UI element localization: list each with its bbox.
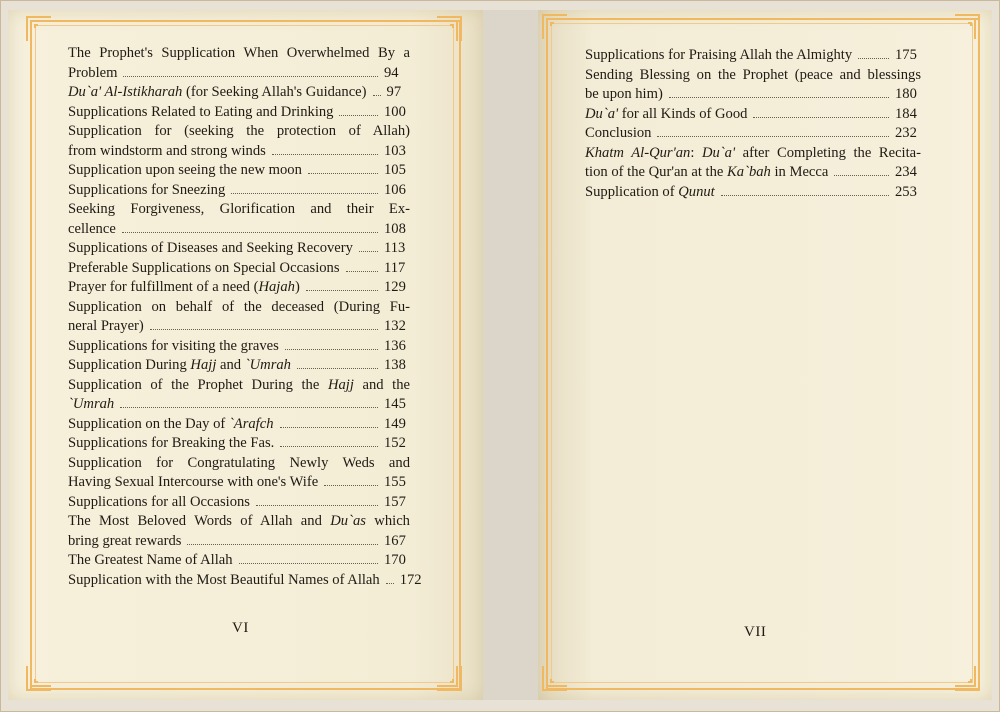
toc-entry-title: from windstorm and strong winds	[68, 142, 266, 159]
toc-entry-title: Supplication for (seeking the protection of Allah)	[68, 123, 410, 139]
toc-page-number: 138	[384, 357, 406, 373]
toc-page-number: 149	[384, 415, 406, 432]
dot-leader	[285, 348, 378, 350]
toc-entry[interactable]: Prayer for fulfillment of a need (Hajah) 129	[68, 278, 410, 298]
toc-page-number: 184	[895, 105, 917, 122]
toc-entry-title: Supplications for all Occasions	[68, 493, 250, 510]
toc-page-number: 97	[386, 84, 402, 100]
toc-page-number: 232	[895, 125, 917, 141]
toc-page-number: 157	[384, 493, 406, 510]
toc-entry-title: bring great rewards	[68, 532, 182, 549]
toc-entry-title: The Prophet's Supplication When Overwhelmed By a	[68, 45, 410, 61]
toc-page-number: 136	[384, 337, 406, 354]
dot-leader	[657, 135, 889, 137]
dot-leader	[339, 114, 378, 116]
toc-page-number: 105	[384, 162, 406, 178]
toc-entry-title: Supplication for Congratulating Newly Weds and	[68, 454, 410, 471]
dot-leader	[324, 484, 378, 486]
dot-leader	[120, 406, 378, 408]
toc-page-number: 132	[384, 318, 406, 334]
toc-entry[interactable]: Du`a' Al-Istikharah (for Seeking Allah's Guidance) 97	[68, 83, 410, 103]
dot-leader	[669, 96, 889, 98]
corner-ornament-icon	[436, 16, 462, 42]
toc-entry[interactable]	[68, 259, 410, 279]
toc-entry-title: Supplication on behalf of the deceased (During Fu-	[68, 298, 410, 315]
toc-entry-title: cellence	[68, 220, 116, 237]
dot-leader	[272, 153, 378, 155]
toc-list-left	[68, 44, 422, 590]
corner-ornament-icon	[542, 14, 568, 40]
toc-entry[interactable]: Du`a' for all Kinds of Good 184	[585, 105, 921, 125]
toc-page-number: 100	[384, 103, 406, 120]
toc-entry[interactable]	[585, 46, 921, 66]
toc-entry[interactable]	[68, 44, 410, 83]
dot-leader	[239, 562, 378, 564]
dot-leader	[122, 231, 378, 233]
toc-page-number: 117	[384, 259, 406, 276]
toc-entry-title: Supplications for visiting the graves	[68, 337, 279, 354]
page-number-right: VII	[744, 624, 767, 640]
dot-leader	[721, 194, 889, 196]
left-page	[8, 10, 483, 700]
toc-entry[interactable]	[68, 103, 410, 123]
dot-leader	[308, 172, 378, 174]
toc-entry-title: Supplications of Diseases and Seeking Recovery	[68, 240, 353, 256]
toc-entry[interactable]	[585, 124, 921, 144]
toc-entry[interactable]	[68, 200, 410, 239]
toc-page-number: 172	[399, 571, 422, 588]
toc-entry-title: Supplication upon seeing the new moon	[68, 162, 302, 178]
corner-ornament-icon	[954, 665, 980, 691]
toc-entry-title: be upon him)	[585, 86, 663, 102]
toc-page-number: 175	[895, 47, 917, 63]
dot-leader	[346, 270, 378, 272]
page-number-left: VI	[232, 620, 249, 636]
toc-entry-title: Conclusion	[585, 125, 652, 141]
toc-entry[interactable]	[68, 298, 410, 337]
toc-page-number: 152	[384, 435, 406, 451]
corner-ornament-icon	[542, 665, 568, 691]
toc-entry[interactable]	[68, 493, 410, 513]
toc-entry-title: Supplication with the Most Beautiful Names of Allah	[68, 571, 380, 588]
dot-leader	[280, 426, 378, 428]
dot-leader	[834, 174, 889, 176]
dot-leader	[187, 543, 378, 545]
toc-entry[interactable]: Khatm Al-Qur'an: Du`a' after Completing the Recita- tion of the Qur'an at the Ka`bah in Mecca 234	[585, 144, 921, 183]
toc-entry-title: Seeking Forgiveness, Glorification and their Ex-	[68, 201, 410, 217]
toc-list-right	[585, 46, 921, 202]
toc-entry[interactable]	[585, 66, 921, 105]
toc-page-number: 113	[384, 240, 406, 256]
toc-entry[interactable]	[68, 337, 410, 357]
toc-entry[interactable]	[68, 239, 410, 259]
toc-entry-title: Supplications for Breaking the Fas.	[68, 435, 275, 451]
book-gutter	[483, 10, 538, 700]
dot-leader	[123, 75, 378, 77]
corner-ornament-icon	[954, 14, 980, 40]
toc-entry[interactable]	[68, 571, 422, 591]
toc-entry-title: neral Prayer)	[68, 318, 144, 334]
toc-entry[interactable]	[68, 161, 410, 181]
toc-entry-title: Supplications for Praising Allah the Almighty	[585, 47, 853, 63]
toc-page-number: 234	[895, 164, 917, 180]
dot-leader	[256, 504, 378, 506]
dot-leader	[386, 582, 394, 584]
toc-page-number: 129	[384, 279, 406, 295]
toc-entry-title: Sending Blessing on the Prophet (peace and blessings	[585, 66, 921, 83]
right-page	[538, 10, 992, 700]
dot-leader	[280, 445, 378, 447]
toc-page-number: 155	[384, 474, 406, 490]
dot-leader	[306, 289, 378, 291]
corner-ornament-icon	[436, 665, 462, 691]
toc-page-number: 145	[384, 396, 406, 412]
corner-ornament-icon	[26, 665, 52, 691]
toc-entry-title: Having Sexual Intercourse with one's Wife	[68, 474, 319, 490]
toc-page-number: 108	[384, 220, 406, 237]
toc-entry-title: Preferable Supplications on Special Occasions	[68, 259, 340, 276]
toc-entry[interactable]	[68, 122, 410, 161]
toc-entry[interactable]: Supplication During Hajj and `Umrah 138	[68, 356, 410, 376]
toc-page-number: 94	[384, 64, 399, 81]
toc-entry-title: Supplications for Sneezing	[68, 181, 226, 198]
corner-ornament-icon	[26, 16, 52, 42]
toc-entry[interactable]	[68, 181, 410, 201]
toc-page-number: 106	[384, 181, 406, 198]
dot-leader	[297, 367, 378, 369]
toc-page-number: 167	[384, 532, 406, 549]
dot-leader	[373, 94, 381, 96]
toc-page-number: 170	[384, 552, 406, 568]
dot-leader	[150, 328, 378, 330]
toc-page-number: 103	[384, 142, 406, 159]
dot-leader	[231, 192, 378, 194]
toc-entry-title: Problem	[68, 64, 118, 81]
dot-leader	[359, 250, 378, 252]
toc-entry[interactable]: Supplication of Qunut 253	[585, 183, 921, 203]
toc-entry[interactable]	[68, 454, 410, 493]
dot-leader	[753, 116, 889, 118]
toc-entry[interactable]: Supplication of the Prophet During the Hajj and the `Umrah 145	[68, 376, 410, 415]
toc-entry[interactable]: Supplication on the Day of `Arafch 149	[68, 415, 410, 435]
toc-entry[interactable]	[68, 434, 410, 454]
toc-entry-title: Supplications Related to Eating and Drinking	[68, 103, 334, 120]
toc-entry[interactable]	[68, 551, 410, 571]
toc-page-number: 180	[895, 86, 917, 102]
toc-entry[interactable]: The Most Beloved Words of Allah and Du`as which bring great rewards 167	[68, 512, 410, 551]
dot-leader	[858, 57, 889, 59]
toc-entry-title: The Greatest Name of Allah	[68, 552, 233, 568]
toc-page-number: 253	[895, 183, 917, 200]
